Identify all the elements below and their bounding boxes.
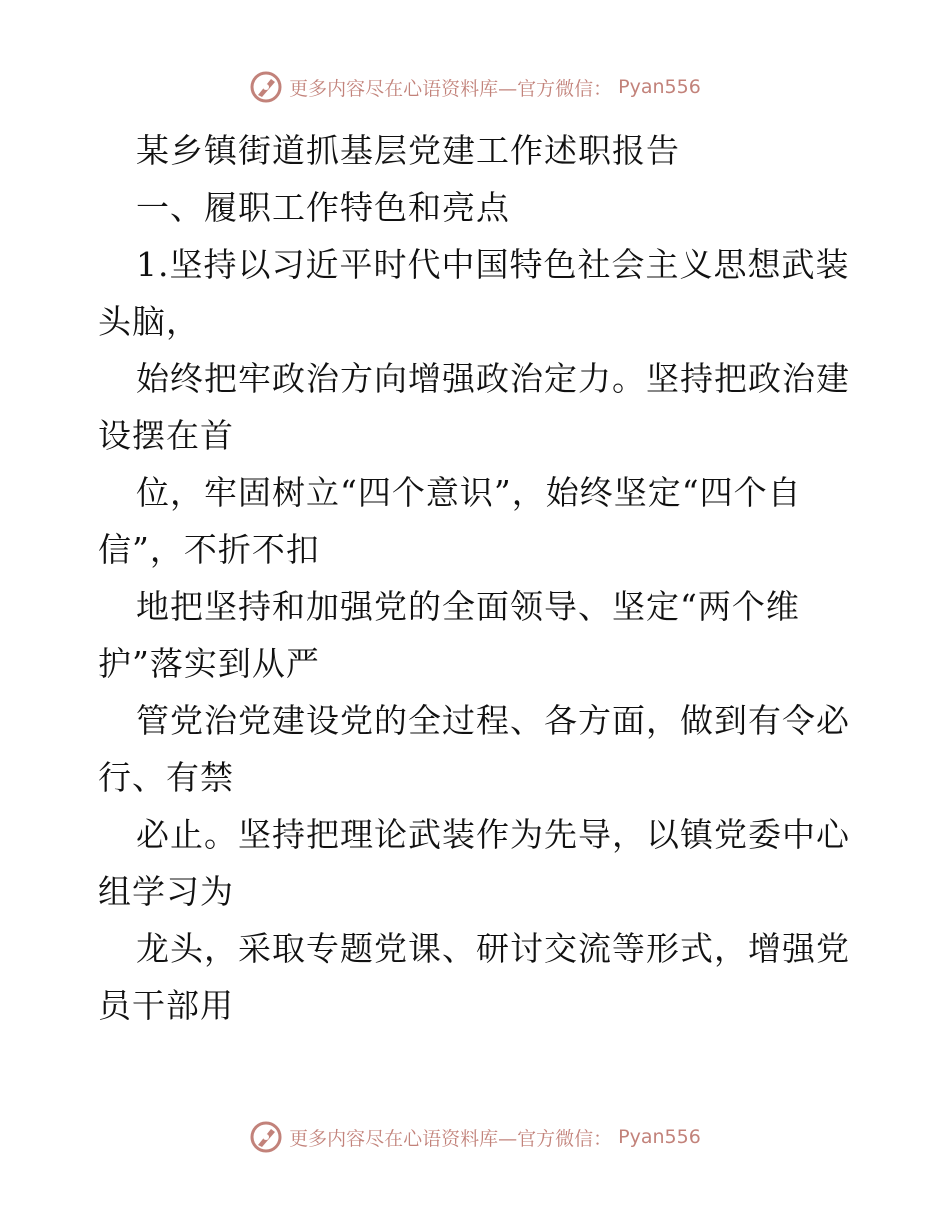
paragraph-line: 护”落实到从严	[98, 644, 320, 683]
footer-watermark	[0, 1120, 950, 1154]
paragraph-line: 管党治党建设党的全过程、各方面，做到有令必	[136, 701, 850, 740]
paragraph-line: 地把坚持和加强党的全面领导、坚定“两个维	[136, 587, 800, 626]
paragraph-line: 始终把牢政治方向增强政治定力。坚持把政治建	[136, 359, 850, 398]
paragraph-line: 员干部用	[98, 986, 234, 1025]
paragraph-line: 设摆在首	[98, 416, 234, 455]
header-watermark	[0, 70, 950, 104]
document-body	[98, 122, 858, 1034]
pen-logo-icon	[249, 70, 283, 104]
watermark-text: 更多内容尽在心语资料库—官方微信：	[289, 77, 613, 100]
section-heading: 一、履职工作特色和亮点	[136, 188, 510, 227]
pen-logo-icon	[249, 1120, 283, 1154]
paragraph-line: 龙头，采取专题党课、研讨交流等形式，增强党	[136, 929, 850, 968]
paragraph-line: 行、有禁	[98, 758, 234, 797]
paragraph-line: 组学习为	[98, 872, 234, 911]
watermark-handle: Pyan556	[618, 76, 701, 98]
paragraph-line: 1.坚持以习近平时代中国特色社会主义思想武装	[136, 245, 850, 284]
paragraph-line: 必止。坚持把理论武装作为先导，以镇党委中心	[136, 815, 850, 854]
paragraph-line: 头脑，	[98, 302, 200, 341]
paragraph-line: 信”，不折不扣	[98, 530, 320, 569]
watermark-text: 更多内容尽在心语资料库—官方微信：	[289, 1127, 613, 1150]
document-title: 某乡镇街道抓基层党建工作述职报告	[136, 131, 680, 170]
paragraph-line: 位，牢固树立“四个意识”，始终坚定“四个自	[136, 473, 802, 512]
watermark-handle: Pyan556	[618, 1126, 701, 1148]
